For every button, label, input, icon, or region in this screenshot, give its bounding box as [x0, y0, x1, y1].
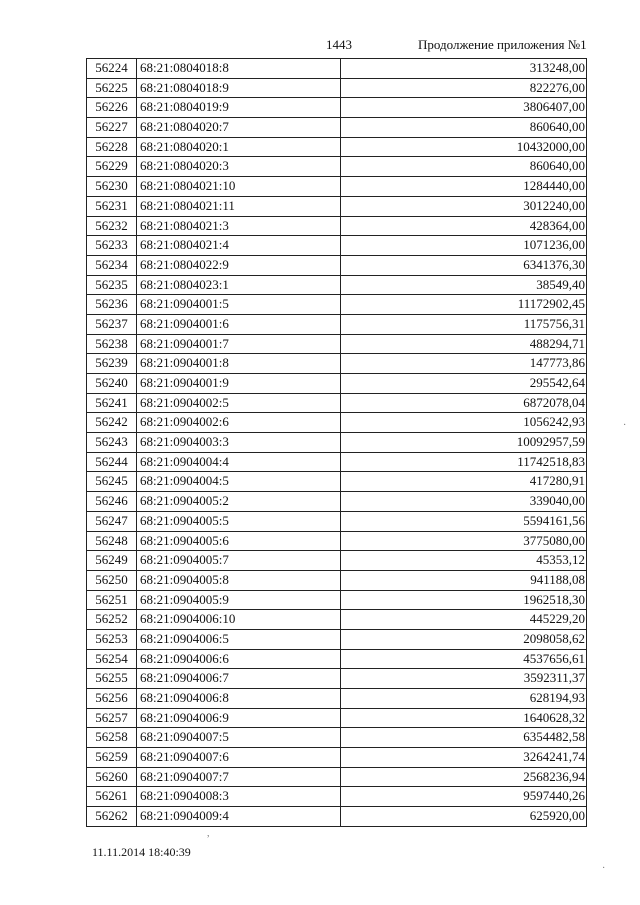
- row-number-cell: 56224: [87, 59, 137, 78]
- table-row: [87, 807, 587, 827]
- value-cell: 11172902,45: [341, 295, 587, 314]
- cadastral-number-cell: 68:21:0804020:7: [137, 118, 341, 137]
- scan-mark: ,: [207, 828, 210, 839]
- cadastral-number-cell: 68:21:0904003:3: [137, 433, 341, 452]
- table-row: [87, 453, 587, 473]
- row-number-cell: 56225: [87, 79, 137, 98]
- value-cell: 5594161,56: [341, 512, 587, 531]
- cadastral-number-cell: 68:21:0904001:8: [137, 354, 341, 373]
- value-cell: 3264241,74: [341, 748, 587, 767]
- cadastral-number-cell: 68:21:0904004:5: [137, 472, 341, 491]
- row-number-cell: 56239: [87, 354, 137, 373]
- row-number-cell: 56249: [87, 551, 137, 570]
- cadastral-number-cell: 68:21:0904007:5: [137, 728, 341, 747]
- value-cell: 3775080,00: [341, 532, 587, 551]
- cadastral-number-cell: 68:21:0904008:3: [137, 787, 341, 806]
- row-number-cell: 56252: [87, 610, 137, 629]
- table-row: [87, 413, 587, 433]
- value-cell: 6354482,58: [341, 728, 587, 747]
- cadastral-number-cell: 68:21:0904006:8: [137, 689, 341, 708]
- row-number-cell: 56254: [87, 650, 137, 669]
- cadastral-number-cell: 68:21:0904004:4: [137, 453, 341, 472]
- cadastral-number-cell: 68:21:0904005:8: [137, 571, 341, 590]
- table-row: [87, 98, 587, 118]
- value-cell: 1962518,30: [341, 591, 587, 610]
- row-number-cell: 56248: [87, 532, 137, 551]
- cadastral-number-cell: 68:21:0904002:5: [137, 394, 341, 413]
- row-number-cell: 56245: [87, 472, 137, 491]
- value-cell: 1640628,32: [341, 709, 587, 728]
- table-row: [87, 256, 587, 276]
- value-cell: 3592311,37: [341, 669, 587, 688]
- row-number-cell: 56230: [87, 177, 137, 196]
- row-number-cell: 56251: [87, 591, 137, 610]
- table-row: [87, 748, 587, 768]
- cadastral-number-cell: 68:21:0904009:4: [137, 807, 341, 826]
- value-cell: 428364,00: [341, 217, 587, 236]
- data-table: [86, 58, 587, 827]
- table-row: [87, 295, 587, 315]
- value-cell: 2098058,62: [341, 630, 587, 649]
- table-row: [87, 728, 587, 748]
- row-number-cell: 56243: [87, 433, 137, 452]
- cadastral-number-cell: 68:21:0904006:6: [137, 650, 341, 669]
- cadastral-number-cell: 68:21:0904007:6: [137, 748, 341, 767]
- row-number-cell: 56238: [87, 335, 137, 354]
- cadastral-number-cell: 68:21:0804022:9: [137, 256, 341, 275]
- row-number-cell: 56262: [87, 807, 137, 826]
- table-row: [87, 433, 587, 453]
- table-row: [87, 138, 587, 158]
- table-row: [87, 394, 587, 414]
- table-row: [87, 217, 587, 237]
- table-row: [87, 669, 587, 689]
- cadastral-number-cell: 68:21:0904006:10: [137, 610, 341, 629]
- row-number-cell: 56229: [87, 157, 137, 176]
- table-row: [87, 571, 587, 591]
- cadastral-number-cell: 68:21:0804021:11: [137, 197, 341, 216]
- table-row: [87, 551, 587, 571]
- footer-timestamp: 11.11.2014 18:40:39: [92, 845, 191, 859]
- cadastral-number-cell: 68:21:0804021:3: [137, 217, 341, 236]
- page-number: 1443: [326, 37, 352, 52]
- value-cell: 488294,71: [341, 335, 587, 354]
- row-number-cell: 56234: [87, 256, 137, 275]
- row-number-cell: 56226: [87, 98, 137, 117]
- cadastral-number-cell: 68:21:0904005:5: [137, 512, 341, 531]
- value-cell: 9597440,26: [341, 787, 587, 806]
- table-row: [87, 787, 587, 807]
- cadastral-number-cell: 68:21:0904001:5: [137, 295, 341, 314]
- table-row: [87, 374, 587, 394]
- cadastral-number-cell: 68:21:0904006:5: [137, 630, 341, 649]
- table-row: [87, 276, 587, 296]
- value-cell: 941188,08: [341, 571, 587, 590]
- row-number-cell: 56232: [87, 217, 137, 236]
- cadastral-number-cell: 68:21:0904001:6: [137, 315, 341, 334]
- row-number-cell: 56244: [87, 453, 137, 472]
- table-row: [87, 492, 587, 512]
- cadastral-number-cell: 68:21:0804021:4: [137, 236, 341, 255]
- cadastral-number-cell: 68:21:0904002:6: [137, 413, 341, 432]
- cadastral-number-cell: 68:21:0804018:9: [137, 79, 341, 98]
- value-cell: 313248,00: [341, 59, 587, 78]
- table-row: [87, 335, 587, 355]
- table-row: [87, 512, 587, 532]
- value-cell: 1071236,00: [341, 236, 587, 255]
- value-cell: 10092957,59: [341, 433, 587, 452]
- table-row: [87, 532, 587, 552]
- value-cell: 628194,93: [341, 689, 587, 708]
- table-row: [87, 157, 587, 177]
- row-number-cell: 56227: [87, 118, 137, 137]
- cadastral-number-cell: 68:21:0904005:9: [137, 591, 341, 610]
- row-number-cell: 56256: [87, 689, 137, 708]
- value-cell: 822276,00: [341, 79, 587, 98]
- table-row: [87, 236, 587, 256]
- row-number-cell: 56236: [87, 295, 137, 314]
- value-cell: 11742518,83: [341, 453, 587, 472]
- table-row: [87, 177, 587, 197]
- row-number-cell: 56258: [87, 728, 137, 747]
- row-number-cell: 56259: [87, 748, 137, 767]
- row-number-cell: 56257: [87, 709, 137, 728]
- table-row: [87, 610, 587, 630]
- cadastral-number-cell: 68:21:0904007:7: [137, 768, 341, 787]
- value-cell: 1056242,93: [341, 413, 587, 432]
- cadastral-number-cell: 68:21:0904006:7: [137, 669, 341, 688]
- cadastral-number-cell: 68:21:0804020:3: [137, 157, 341, 176]
- row-number-cell: 56261: [87, 787, 137, 806]
- value-cell: 860640,00: [341, 118, 587, 137]
- row-number-cell: 56260: [87, 768, 137, 787]
- table-row: [87, 768, 587, 788]
- table-row: [87, 650, 587, 670]
- value-cell: 445229,20: [341, 610, 587, 629]
- cadastral-number-cell: 68:21:0904005:6: [137, 532, 341, 551]
- row-number-cell: 56242: [87, 413, 137, 432]
- table-row: [87, 689, 587, 709]
- table-row: [87, 315, 587, 335]
- value-cell: 1175756,31: [341, 315, 587, 334]
- row-number-cell: 56240: [87, 374, 137, 393]
- table-row: [87, 709, 587, 729]
- row-number-cell: 56235: [87, 276, 137, 295]
- value-cell: 295542,64: [341, 374, 587, 393]
- row-number-cell: 56250: [87, 571, 137, 590]
- value-cell: 3806407,00: [341, 98, 587, 117]
- row-number-cell: 56237: [87, 315, 137, 334]
- row-number-cell: 56231: [87, 197, 137, 216]
- value-cell: 38549,40: [341, 276, 587, 295]
- table-row: [87, 591, 587, 611]
- row-number-cell: 56241: [87, 394, 137, 413]
- value-cell: 6341376,30: [341, 256, 587, 275]
- value-cell: 339040,00: [341, 492, 587, 511]
- scan-mark: ·: [623, 420, 627, 431]
- value-cell: 6872078,04: [341, 394, 587, 413]
- table-row: [87, 59, 587, 79]
- table-row: [87, 354, 587, 374]
- value-cell: 4537656,61: [341, 650, 587, 669]
- cadastral-number-cell: 68:21:0904006:9: [137, 709, 341, 728]
- cadastral-number-cell: 68:21:0904005:7: [137, 551, 341, 570]
- value-cell: 625920,00: [341, 807, 587, 826]
- value-cell: 3012240,00: [341, 197, 587, 216]
- table-row: [87, 630, 587, 650]
- value-cell: 10432000,00: [341, 138, 587, 157]
- table-row: [87, 197, 587, 217]
- cadastral-number-cell: 68:21:0904001:7: [137, 335, 341, 354]
- cadastral-number-cell: 68:21:0804023:1: [137, 276, 341, 295]
- cadastral-number-cell: 68:21:0804021:10: [137, 177, 341, 196]
- cadastral-number-cell: 68:21:0904001:9: [137, 374, 341, 393]
- value-cell: 2568236,94: [341, 768, 587, 787]
- value-cell: 147773,86: [341, 354, 587, 373]
- cadastral-number-cell: 68:21:0804020:1: [137, 138, 341, 157]
- appendix-continuation-title: Продолжение приложения №1: [418, 37, 587, 52]
- value-cell: 45353,12: [341, 551, 587, 570]
- cadastral-number-cell: 68:21:0804019:9: [137, 98, 341, 117]
- value-cell: 417280,91: [341, 472, 587, 491]
- table-row: [87, 472, 587, 492]
- row-number-cell: 56233: [87, 236, 137, 255]
- table-row: [87, 79, 587, 99]
- cadastral-number-cell: 68:21:0904005:2: [137, 492, 341, 511]
- row-number-cell: 56246: [87, 492, 137, 511]
- row-number-cell: 56228: [87, 138, 137, 157]
- value-cell: 1284440,00: [341, 177, 587, 196]
- row-number-cell: 56253: [87, 630, 137, 649]
- row-number-cell: 56255: [87, 669, 137, 688]
- value-cell: 860640,00: [341, 157, 587, 176]
- cadastral-number-cell: 68:21:0804018:8: [137, 59, 341, 78]
- row-number-cell: 56247: [87, 512, 137, 531]
- scan-mark: ·: [602, 863, 606, 874]
- table-row: [87, 118, 587, 138]
